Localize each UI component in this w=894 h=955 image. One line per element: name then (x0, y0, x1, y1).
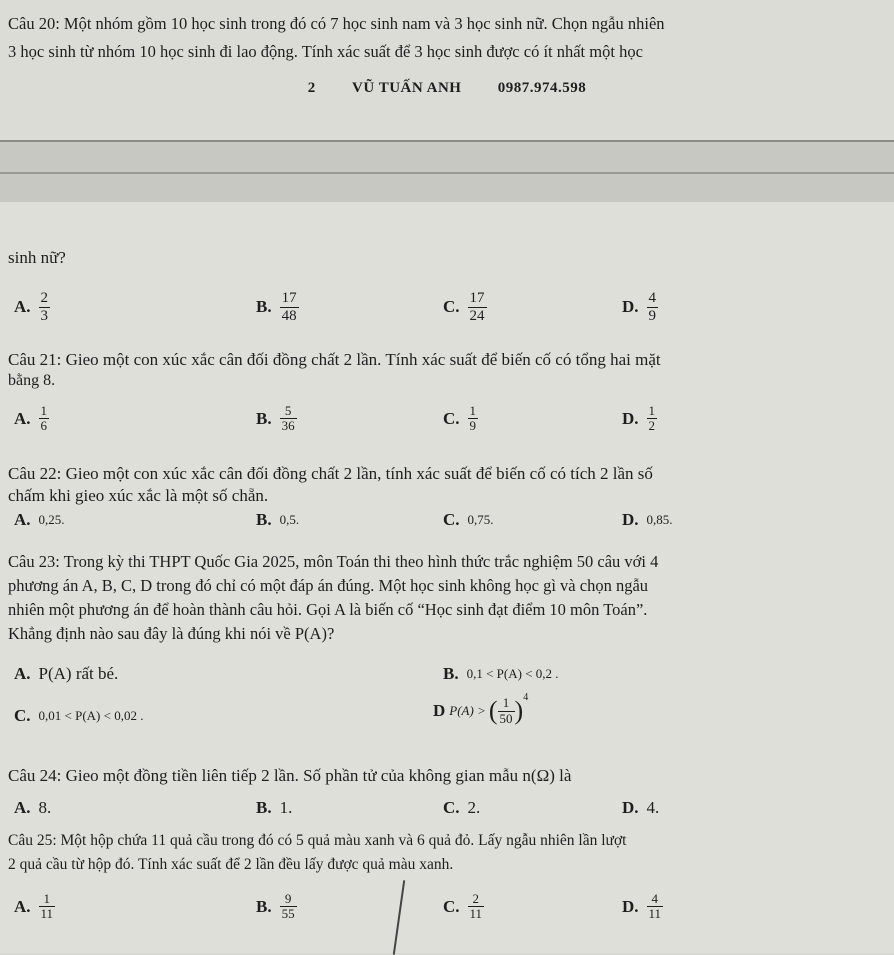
q20-option-a: A. $\frac{2}{3}$ (14, 290, 49, 324)
q24-option-c: C. 2. (443, 798, 481, 817)
q23-line2: phương án A, B, C, D trong đó chỉ có một đáp án đúng. Một học sinh không học gì và chọn ngẫu (8, 576, 649, 595)
q21-option-d: D. $\frac{1}{2}$ (622, 403, 656, 434)
q24-line1: Câu 24: Gieo một đồng tiền liên tiếp 2 lần. Số phần tử của không gian mẫu n(Ω) là (8, 766, 572, 785)
q20-option-d: D. $\frac{4}{9}$ (622, 290, 657, 324)
q22-option-b: B. 0,5. (256, 510, 300, 529)
q23-line1: Câu 23: Trong kỳ thi THPT Quốc Gia 2025, môn Toán thi theo hình thức trắc nghiệm 50 câu với 4 (8, 552, 659, 571)
q25-option-d: D. $\frac{4}{11}$ (622, 891, 662, 922)
page-number: 2 (307, 80, 316, 96)
q21-option-b: B. $\frac{5}{36}$ (256, 403, 295, 434)
author-phone: 0987.974.598 (497, 80, 587, 96)
q22-option-d: D. 0,85. (622, 510, 673, 529)
q25-line2: 2 quả cầu từ hộp đó. Tính xác suất để 2 lần đều lấy được quả màu xanh. (8, 856, 454, 873)
q23-option-b: B. 0,1 < P(A) < 0,2 . (443, 664, 559, 683)
q22-option-a: A. 0,25. (14, 510, 65, 529)
q23-option-c: C. 0,01 < P(A) < 0,02 . (14, 706, 144, 725)
q21-option-a: A. $\frac{1}{6}$ (14, 403, 48, 434)
author-name: VŨ TUẤN ANH (352, 80, 462, 96)
q24-option-b: B. 1. (256, 798, 293, 817)
q23-line3: nhiên một phương án để hoàn thành câu hỏi. Gọi A là biến cố “Học sinh đạt điểm 10 môn Toán”. (8, 600, 648, 619)
q20-option-c: C. $\frac{17}{24}$ (443, 290, 485, 324)
q23-line4: Khẳng định nào sau đây là đúng khi nói về P(A)? (8, 624, 335, 643)
q20-line3: sinh nữ? (8, 248, 66, 267)
page-header (0, 80, 894, 97)
q20-option-b: B. $\frac{17}{48}$ (256, 290, 297, 324)
q22-line2: chấm khi gieo xúc xắc là một số chẵn. (8, 486, 269, 505)
q24-option-d: D. 4. (622, 798, 660, 817)
q21-option-c: C. $\frac{1}{9}$ (443, 403, 477, 434)
q25-line1: Câu 25: Một hộp chứa 11 quả cầu trong đó có 5 quả màu xanh và 6 quả đỏ. Lấy ngẫu nhiên lần lượt (8, 832, 627, 849)
q22-option-c: C. 0,75. (443, 510, 494, 529)
q23-option-a: A. P(A) rất bé. (14, 664, 119, 683)
q24-option-a: A. 8. (14, 798, 52, 817)
q20-line1: Câu 20: Một nhóm gồm 10 học sinh trong đó có 7 học sinh nam và 3 học sinh nữ. Chọn ngẫu nhiên (8, 14, 665, 33)
q22-line1: Câu 22: Gieo một con xúc xắc cân đối đồng chất 2 lần, tính xác suất để biến cố có tích 2 lần số (8, 464, 653, 483)
q21-line2: bằng 8. (8, 372, 56, 389)
q21-line1: Câu 21: Gieo một con xúc xắc cân đối đồng chất 2 lần. Tính xác suất để biến cố có tổng hai mặt (8, 350, 661, 369)
q25-option-b: B. $\frac{9}{55}$ (256, 891, 295, 922)
q25-option-c: C. $\frac{2}{11}$ (443, 891, 483, 922)
q20-line2: 3 học sinh từ nhóm 10 học sinh đi lao động. Tính xác suất để 3 học sinh được có ít nhất một học (8, 42, 643, 61)
q25-option-a: A. $\frac{1}{11}$ (14, 891, 54, 922)
page-gap (0, 140, 894, 204)
q23-option-d: D P(A) > ( $\frac{1}{50}$ ) 4 (433, 691, 529, 726)
